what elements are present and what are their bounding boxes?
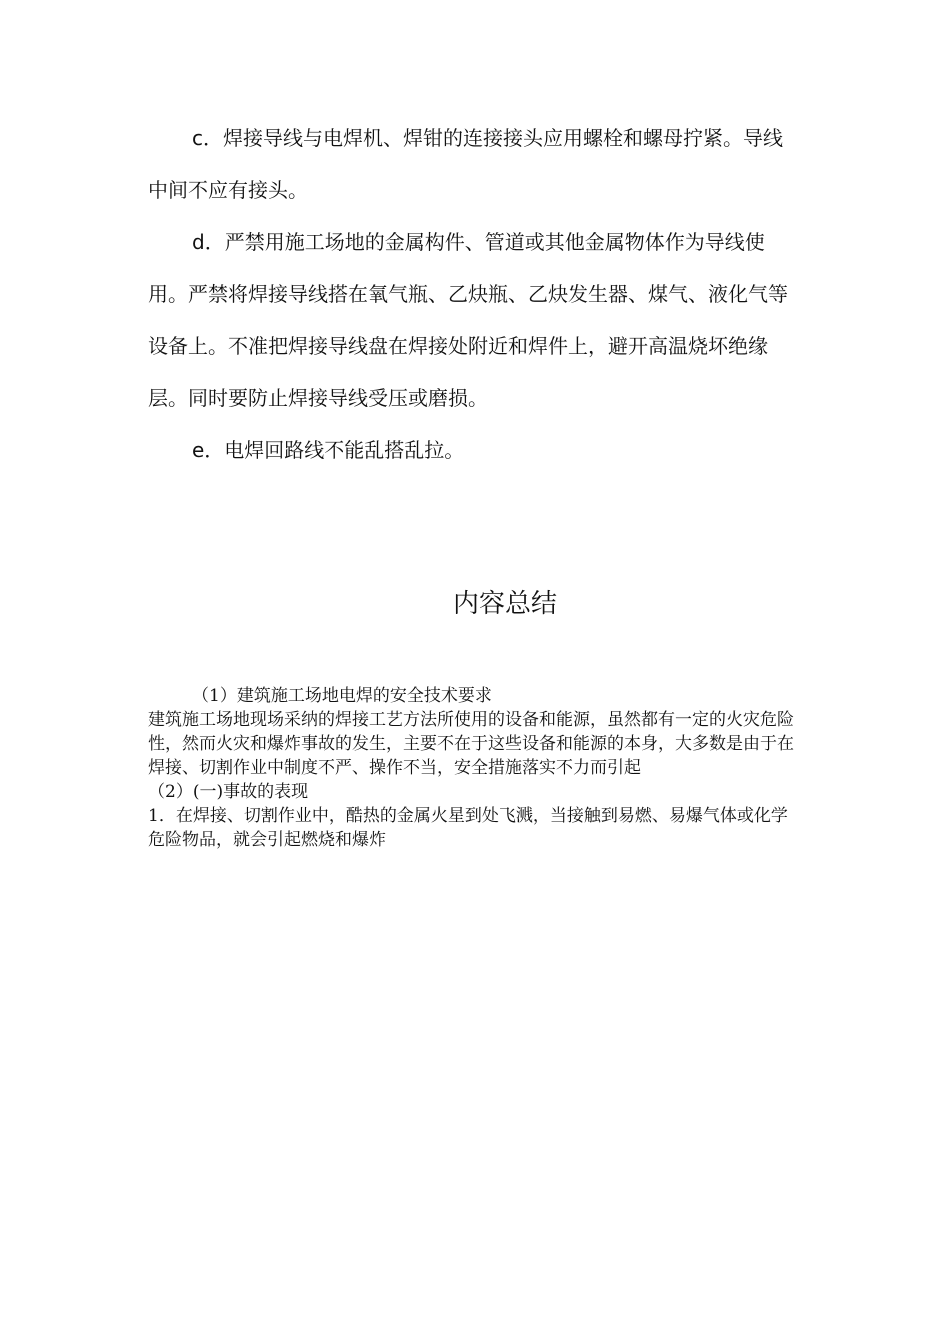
summary-title: 内容总结	[452, 589, 557, 619]
paragraph-c-text: c．焊接导线与电焊机、焊钳的连接接头应用螺栓和螺母拧紧。导线中间不应有接头。	[148, 126, 783, 202]
summary-item2-heading: （2）(一)事故的表现	[148, 782, 309, 802]
paragraph-d	[148, 216, 793, 424]
summary-section	[148, 684, 803, 852]
summary-item1-text: 建筑施工场地现场采纳的焊接工艺方法所使用的设备和能源，虽然都有一定的火灾危险性，然而火灾和爆炸事故的发生，主要不在于这些设备和能源的本身，大多数是由于在焊接、切割作业中制度不严、操作不当，安全措施落实不力而引起	[148, 710, 794, 778]
paragraph-c	[148, 112, 793, 216]
summary-item2-text: 1．在焊接、切割作业中，酷热的金属火星到处飞溅，当接触到易燃、易爆气体或化学危险物品，就会引起燃烧和爆炸	[148, 806, 788, 850]
paragraph-e-text: e．电焊回路线不能乱搭乱拉。	[192, 438, 465, 462]
paragraph-d-text: d．严禁用施工场地的金属构件、管道或其他金属物体作为导线使用。严禁将焊接导线搭在氧气瓶、乙炔瓶、乙炔发生器、煤气、液化气等设备上。不准把焊接导线盘在焊接处附近和焊件上，避开高温烧坏绝缘层。同时要防止焊接导线受压或磨损。	[148, 230, 788, 410]
summary-item1-heading: （1）建筑施工场地电焊的安全技术要求	[192, 686, 492, 706]
paragraph-e	[148, 424, 793, 476]
